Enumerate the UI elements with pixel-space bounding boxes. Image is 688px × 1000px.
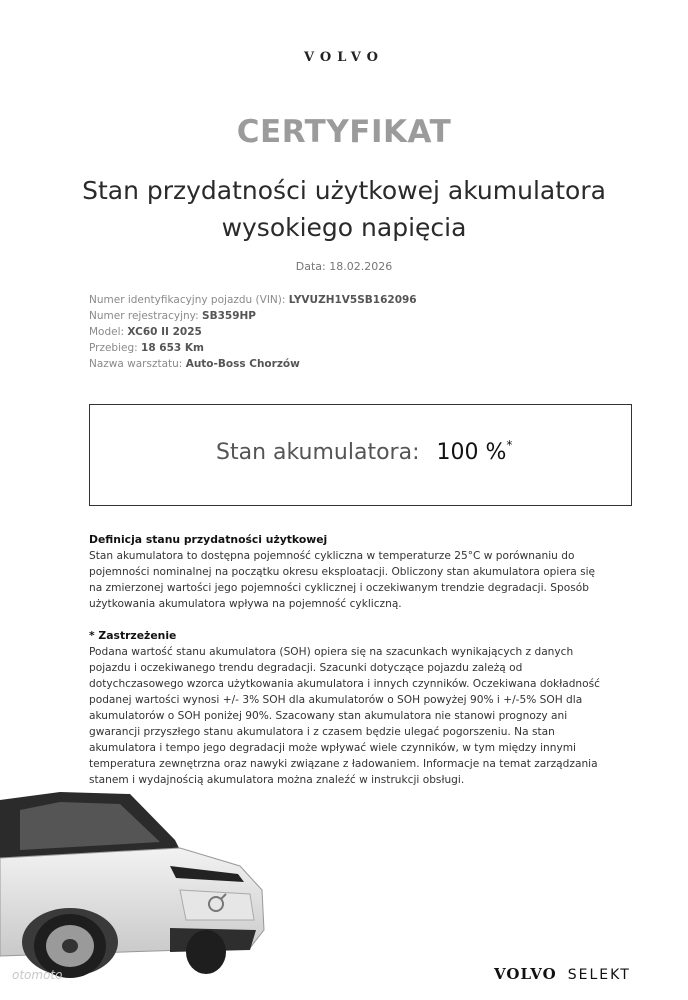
reservation-heading: * Zastrzeżenie xyxy=(89,629,177,642)
registration-value: SB359HP xyxy=(202,310,256,322)
model-value: XC60 II 2025 xyxy=(127,326,202,338)
battery-status xyxy=(216,440,546,465)
model-label: Model: xyxy=(89,326,125,338)
selekt-label: SELEKT xyxy=(567,967,631,983)
battery-value: 100 % xyxy=(436,440,507,465)
model-row xyxy=(89,324,609,340)
definition-heading: Definicja stanu przydatności użytkowej xyxy=(89,533,328,546)
mileage-label: Przebieg: xyxy=(89,342,138,354)
vin-row xyxy=(89,292,609,308)
reservation-section xyxy=(89,628,609,788)
vehicle-info xyxy=(89,292,609,372)
volvo-logo-top: VOLVO xyxy=(304,50,384,65)
registration-label: Numer rejestracyjny: xyxy=(89,310,199,322)
battery-footnote-mark: * xyxy=(506,438,513,452)
workshop-label: Nazwa warsztatu: xyxy=(89,358,183,370)
mileage-value: 18 653 Km xyxy=(141,342,204,354)
workshop-row xyxy=(89,356,609,372)
vin-label: Numer identyfikacyjny pojazdu (VIN): xyxy=(89,294,286,306)
watermark: otomoto xyxy=(12,968,63,982)
subtitle-line-2: wysokiego napięcia xyxy=(221,213,467,242)
volvo-brand: VOLVO xyxy=(494,965,557,983)
registration-row xyxy=(89,308,609,324)
volvo-selekt-logo xyxy=(494,964,631,983)
reservation-text: Podana wartość stanu akumulatora (SOH) opiera się na szacunkach wynikających z danych pojazdu i oczekiwanego trendu degradacji. Szacunki dotyczące pojazdu zależą od dotychczasowego wzorca użytkowania akumulatora i innych czynników. Oczekiwana dokładność podanej wartości wynosi +/- 3% SOH dla akumulatorów o SOH powyżej 90% i +/-5% SOH dla akumulatorów o SOH poniżej 90%. Szacowany stan akumulatora nie stanowi prognozy ani gwarancji przyszłego stanu akumulatora i z czasem będzie ulegać pogorszeniu. Na stan akumulatora i tempo jego degradacji może wpływać wiele czynników, w tym między innymi temperatura zewnętrzna oraz nawyki związane z ładowaniem. Informacje na temat zarządzania stanem i wydajnością akumulatora można znaleźć w instrukcji obsługi. xyxy=(89,646,600,786)
certificate-date: Data: 18.02.2026 xyxy=(295,260,393,273)
vin-value: LYVUZH1V5SB162096 xyxy=(288,294,417,306)
subtitle-line-1: Stan przydatności użytkowej akumulatora xyxy=(82,176,606,205)
battery-label: Stan akumulatora: xyxy=(216,440,420,465)
car-image xyxy=(0,770,300,980)
definition-text: Stan akumulatora to dostępna pojemność cykliczna w temperaturze 25°C w porównaniu do pojemności nominalnej na początku okresu eksploatacji. Obliczony stan akumulatora opiera się na zmierzonej wartości jego pojemności cyklicznej i oczekiwanym trendzie degradacji. Sposób użytkowania akumulatora wpływa na pojemność cykliczną. xyxy=(89,550,596,610)
workshop-value: Auto-Boss Chorzów xyxy=(185,358,300,370)
certificate-subtitle xyxy=(40,172,648,246)
certificate-title: CERTYFIKAT xyxy=(236,114,452,150)
definition-section xyxy=(89,532,609,612)
mileage-row xyxy=(89,340,609,356)
